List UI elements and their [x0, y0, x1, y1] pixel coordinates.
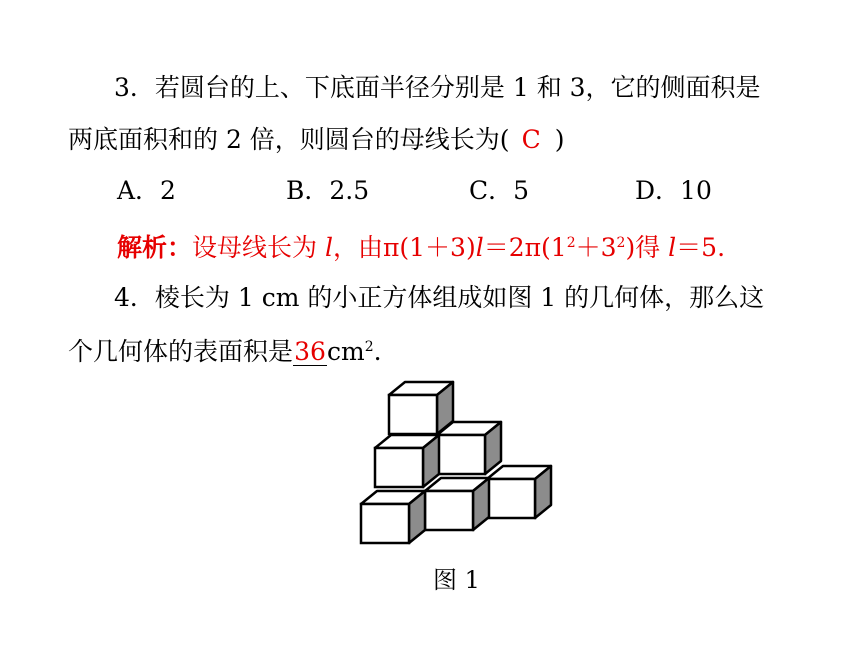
- q3-solution-d: ＋3: [575, 233, 617, 262]
- q3-solution-var3: l: [668, 233, 677, 262]
- cube-middle-front: [375, 435, 439, 487]
- q3-solution-a: 设母线长为: [192, 233, 325, 262]
- cube-figure: [355, 378, 560, 550]
- q4-unit: cm: [327, 337, 365, 366]
- cube-bottom-middle: [425, 478, 489, 530]
- q3-line-2: [68, 125, 564, 155]
- q3-solution-var2: l: [475, 233, 484, 262]
- q3-choice-c: C．5: [469, 176, 530, 205]
- q3-solution: [117, 228, 725, 263]
- q3-solution-exp2: 2: [616, 235, 626, 251]
- cube-bottom-left: [361, 491, 425, 543]
- q3-close-paren: ): [554, 125, 565, 154]
- q4-answer: 36: [294, 337, 326, 366]
- q3-solution-f: ＝5.: [676, 233, 726, 262]
- q3-answer: C: [521, 125, 541, 154]
- cube-top: [389, 382, 453, 434]
- q3-solution-b: ，由π(1＋3): [332, 233, 476, 262]
- q3-choice-d: D．10: [635, 176, 712, 205]
- figure-caption: 图 1: [433, 566, 480, 594]
- q4-line-2: [68, 332, 382, 367]
- cube-middle-back: [437, 422, 501, 474]
- q4-unit-exp: 2: [364, 339, 374, 355]
- q4-line-1: 4．棱长为 1 cm 的小正方体组成如图 1 的几何体，那么这: [114, 283, 765, 312]
- cube-bottom-back: [487, 466, 551, 518]
- q3-solution-var1: l: [324, 233, 333, 262]
- q4-line-2-text: 个几何体的表面积是: [68, 337, 294, 366]
- q3-choice-b: B．2.5: [286, 176, 370, 205]
- q3-solution-c: ＝2π(1: [483, 233, 567, 262]
- q3-line-2-text: 两底面积和的 2 倍，则圆台的母线长为(: [68, 125, 510, 154]
- q3-solution-e: )得: [625, 233, 669, 262]
- q3-solution-exp1: 2: [566, 235, 576, 251]
- q3-solution-heading: 解析：: [117, 233, 193, 262]
- q3-choice-a: A．2: [117, 176, 176, 205]
- q4-period: .: [373, 337, 382, 366]
- q3-line-1: 3．若圆台的上、下底面半径分别是 1 和 3，它的侧面积是: [114, 73, 761, 102]
